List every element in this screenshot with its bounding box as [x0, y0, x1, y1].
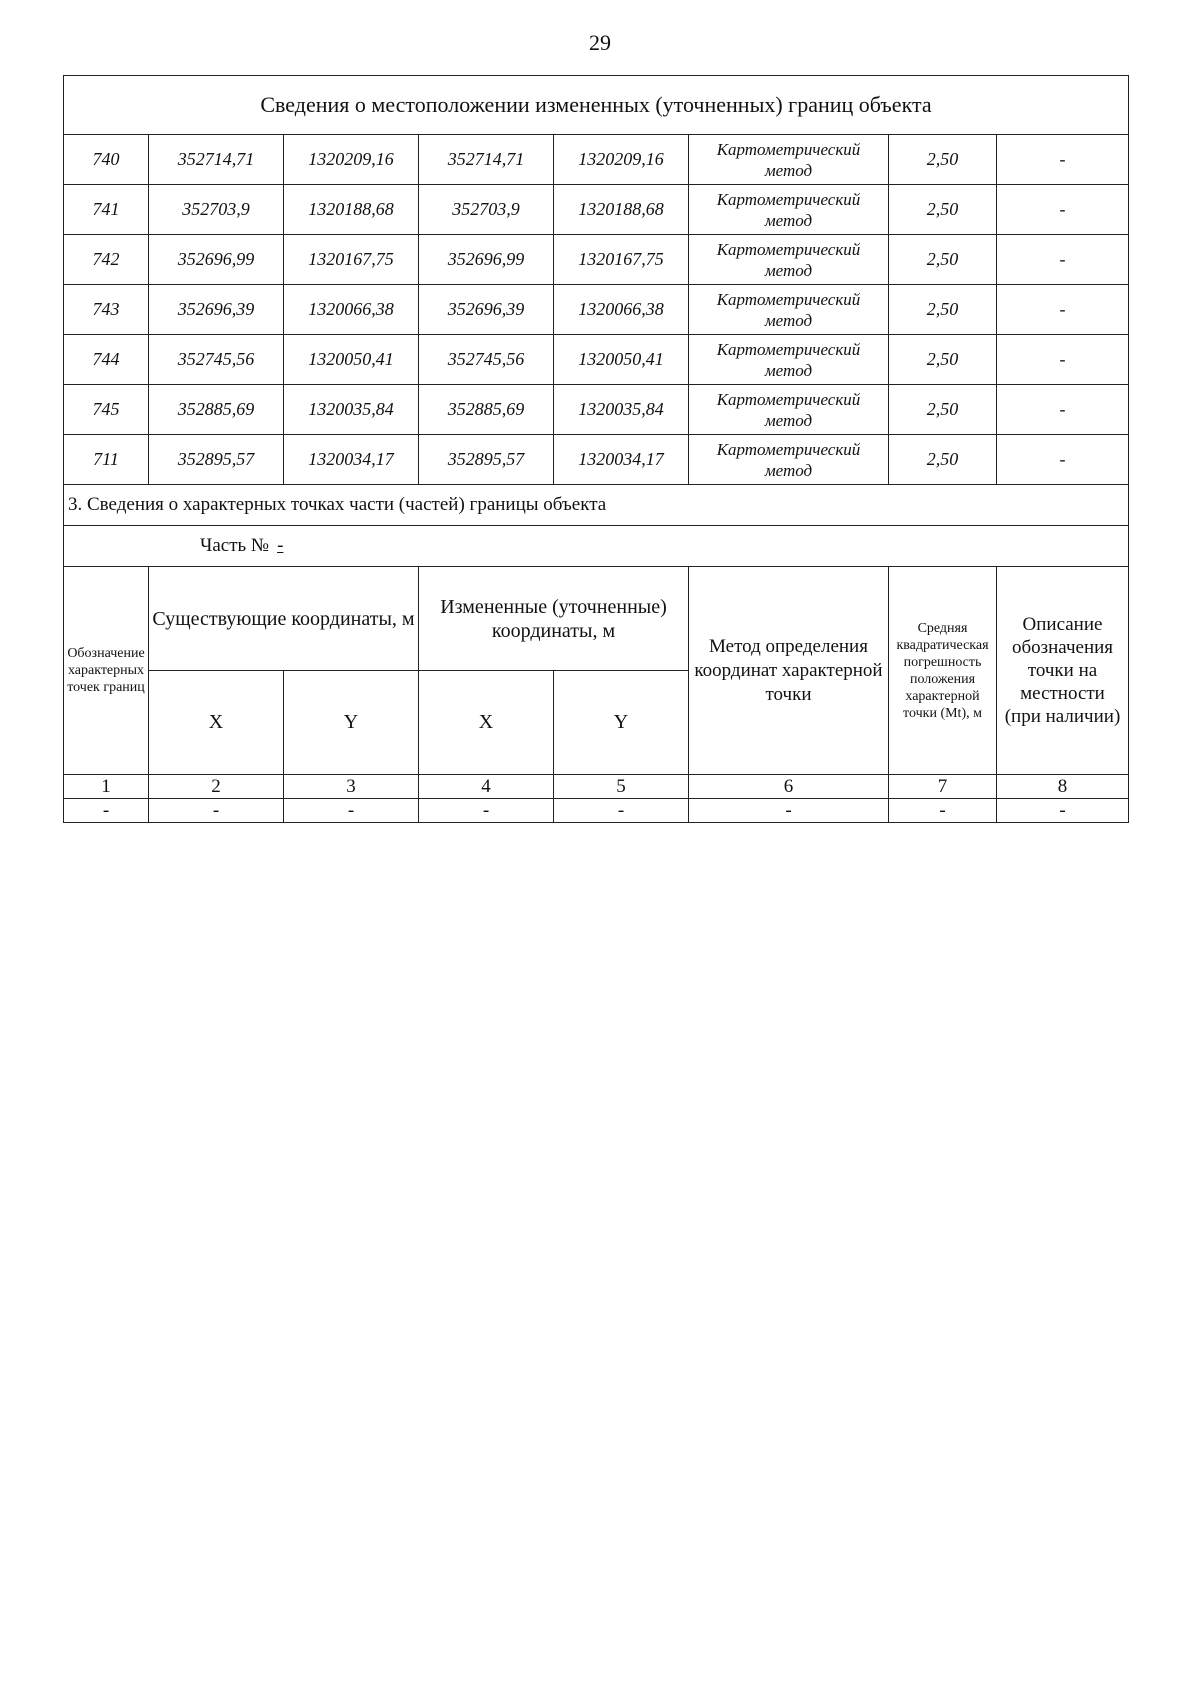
changed-y-cell: 1320167,75 [554, 235, 689, 285]
mt-cell: 2,50 [889, 135, 997, 185]
existing-x-cell: 352703,9 [149, 185, 284, 235]
changed-x-cell: 352714,71 [419, 135, 554, 185]
mt-cell: 2,50 [889, 435, 997, 485]
point-designation-cell: 741 [64, 185, 149, 235]
changed-x-cell: 352895,57 [419, 435, 554, 485]
table-title: Сведения о местоположении измененных (уточненных) границ объекта [64, 76, 1129, 135]
header-mt: Средняя квадратическая погрешность положения характерной точки (Mt), м [889, 567, 997, 775]
changed-x-cell: 352745,56 [419, 335, 554, 385]
column-number: 5 [554, 775, 689, 799]
description-cell: - [997, 285, 1129, 335]
existing-x-cell: 352696,39 [149, 285, 284, 335]
part-value: - [277, 535, 284, 556]
column-number: 7 [889, 775, 997, 799]
part-number-cell [64, 526, 1129, 567]
header-changed-y: Y [554, 671, 689, 775]
column-number: 8 [997, 775, 1129, 799]
header-existing-x: X [149, 671, 284, 775]
column-number: 4 [419, 775, 554, 799]
empty-cell: - [997, 799, 1129, 823]
existing-y-cell: 1320188,68 [284, 185, 419, 235]
existing-y-cell: 1320050,41 [284, 335, 419, 385]
description-cell: - [997, 135, 1129, 185]
header-row-1 [64, 567, 1129, 671]
empty-data-row [64, 799, 1129, 823]
method-cell: Картометрический метод [689, 335, 889, 385]
existing-y-cell: 1320167,75 [284, 235, 419, 285]
column-number-row [64, 775, 1129, 799]
changed-x-cell: 352885,69 [419, 385, 554, 435]
header-existing-coords: Существующие координаты, м [149, 567, 419, 671]
table-row [64, 135, 1129, 185]
table-row [64, 335, 1129, 385]
header-changed-coords: Измененные (уточненные) координаты, м [419, 567, 689, 671]
changed-y-cell: 1320035,84 [554, 385, 689, 435]
changed-y-cell: 1320034,17 [554, 435, 689, 485]
description-cell: - [997, 435, 1129, 485]
method-cell: Картометрический метод [689, 135, 889, 185]
method-cell: Картометрический метод [689, 185, 889, 235]
empty-cell: - [689, 799, 889, 823]
changed-x-cell: 352696,39 [419, 285, 554, 335]
section3-title-row [64, 485, 1129, 526]
changed-y-cell: 1320209,16 [554, 135, 689, 185]
column-number: 2 [149, 775, 284, 799]
existing-x-cell: 352745,56 [149, 335, 284, 385]
changed-x-cell: 352703,9 [419, 185, 554, 235]
boundary-points-table [63, 75, 1129, 823]
column-number: 6 [689, 775, 889, 799]
changed-y-cell: 1320188,68 [554, 185, 689, 235]
header-description: Описание обозначения точки на местности (при наличии) [997, 567, 1129, 775]
existing-x-cell: 352885,69 [149, 385, 284, 435]
existing-y-cell: 1320066,38 [284, 285, 419, 335]
part-label: Часть № [200, 535, 270, 556]
changed-y-cell: 1320066,38 [554, 285, 689, 335]
changed-x-cell: 352696,99 [419, 235, 554, 285]
table-row [64, 285, 1129, 335]
mt-cell: 2,50 [889, 235, 997, 285]
method-cell: Картометрический метод [689, 435, 889, 485]
header-method: Метод определения координат характерной точки [689, 567, 889, 775]
part-number-row [64, 526, 1129, 567]
mt-cell: 2,50 [889, 285, 997, 335]
table-row [64, 385, 1129, 435]
column-number: 1 [64, 775, 149, 799]
mt-cell: 2,50 [889, 385, 997, 435]
description-cell: - [997, 335, 1129, 385]
existing-x-cell: 352696,99 [149, 235, 284, 285]
existing-y-cell: 1320209,16 [284, 135, 419, 185]
table-title-row [64, 76, 1129, 135]
changed-y-cell: 1320050,41 [554, 335, 689, 385]
mt-cell: 2,50 [889, 335, 997, 385]
empty-cell: - [419, 799, 554, 823]
point-designation-cell: 743 [64, 285, 149, 335]
empty-cell: - [64, 799, 149, 823]
method-cell: Картометрический метод [689, 235, 889, 285]
description-cell: - [997, 185, 1129, 235]
empty-cell: - [889, 799, 997, 823]
section3-title: 3. Сведения о характерных точках части (частей) границы объекта [64, 485, 1129, 526]
empty-cell: - [284, 799, 419, 823]
description-cell: - [997, 235, 1129, 285]
table-row [64, 185, 1129, 235]
existing-x-cell: 352714,71 [149, 135, 284, 185]
description-cell: - [997, 385, 1129, 435]
existing-x-cell: 352895,57 [149, 435, 284, 485]
point-designation-cell: 744 [64, 335, 149, 385]
header-changed-x: X [419, 671, 554, 775]
empty-cell: - [149, 799, 284, 823]
point-designation-cell: 711 [64, 435, 149, 485]
mt-cell: 2,50 [889, 185, 997, 235]
header-point-designation: Обозначение характерных точек границ [64, 567, 149, 775]
method-cell: Картометрический метод [689, 385, 889, 435]
table-row [64, 235, 1129, 285]
page-number: 29 [589, 30, 611, 55]
existing-y-cell: 1320034,17 [284, 435, 419, 485]
point-designation-cell: 740 [64, 135, 149, 185]
point-designation-cell: 742 [64, 235, 149, 285]
column-number: 3 [284, 775, 419, 799]
method-cell: Картометрический метод [689, 285, 889, 335]
empty-cell: - [554, 799, 689, 823]
header-existing-y: Y [284, 671, 419, 775]
existing-y-cell: 1320035,84 [284, 385, 419, 435]
point-designation-cell: 745 [64, 385, 149, 435]
table-row [64, 435, 1129, 485]
